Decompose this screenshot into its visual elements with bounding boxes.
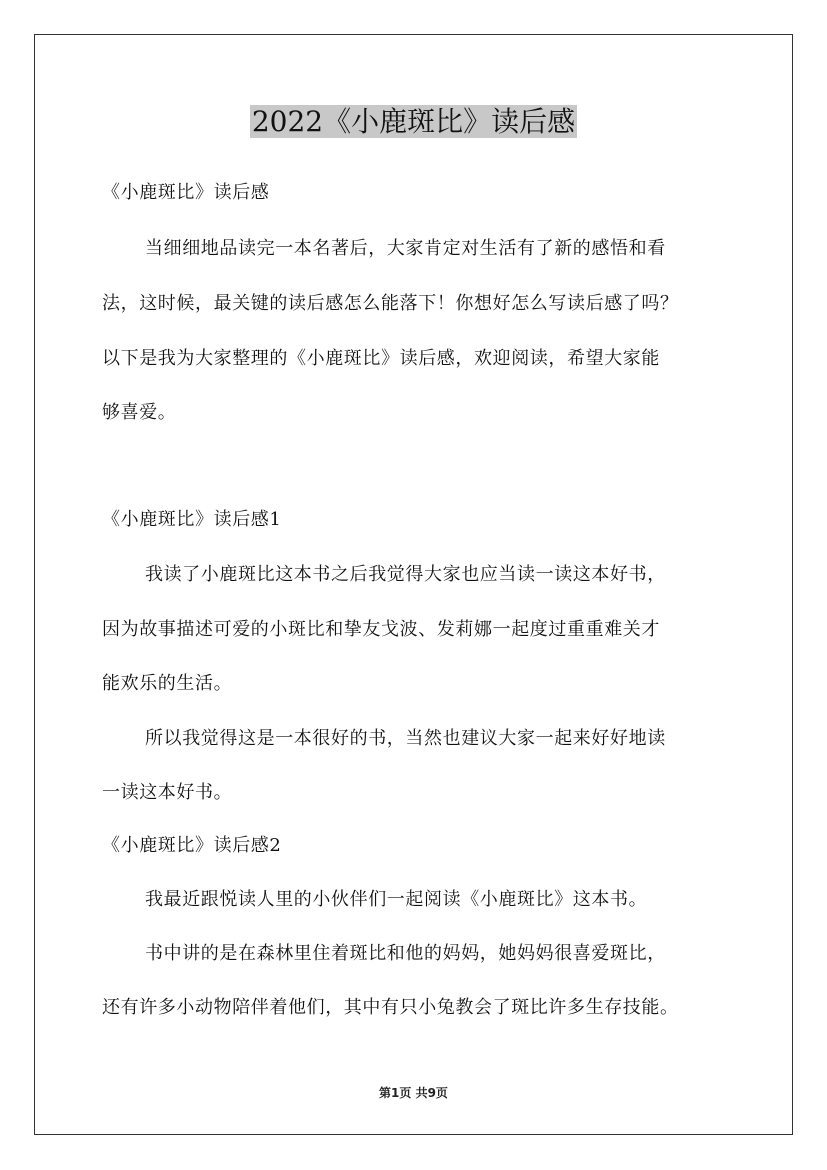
paragraph-line: 我最近跟悦读人里的小伙伴们一起阅读《小鹿斑比》这本书。	[145, 889, 648, 910]
heading-intro: 《小鹿斑比》读后感	[102, 182, 270, 203]
page-number: 第1页 共9页	[379, 1086, 448, 1100]
paragraph-line: 能欢乐的生活。	[102, 673, 233, 694]
heading-review-2: 《小鹿斑比》读后感2	[102, 835, 282, 856]
paragraph-line: 一读这本好书。	[102, 782, 233, 803]
heading-review-1: 《小鹿斑比》读后感1	[102, 509, 282, 530]
paragraph-line: 我读了小鹿斑比这本书之后我觉得大家也应当读一读这本好书，	[145, 564, 666, 585]
paragraph-line: 书中讲的是在森林里住着斑比和他的妈妈，她妈妈很喜爱斑比，	[145, 943, 666, 964]
paragraph-line: 法，这时候，最关键的读后感怎么能落下！你想好怎么写读后感了吗？	[102, 293, 679, 314]
paragraph-line: 当细细地品读完一本名著后，大家肯定对生活有了新的感悟和看	[145, 238, 666, 259]
paragraph-line: 以下是我为大家整理的《小鹿斑比》读后感，欢迎阅读，希望大家能	[102, 348, 660, 369]
paragraph-line: 够喜爱。	[102, 402, 177, 423]
document-title-text: 2022《小鹿斑比》读后感	[251, 105, 576, 138]
document-title	[0, 102, 827, 142]
paragraph-line: 还有许多小动物陪伴着他们，其中有只小兔教会了斑比许多生存技能。	[102, 997, 679, 1018]
paragraph-line: 因为故事描述可爱的小斑比和挚友戈波、发莉娜一起度过重重难关才	[102, 619, 660, 640]
paragraph-line: 所以我觉得这是一本很好的书，当然也建议大家一起来好好地读	[145, 728, 666, 749]
